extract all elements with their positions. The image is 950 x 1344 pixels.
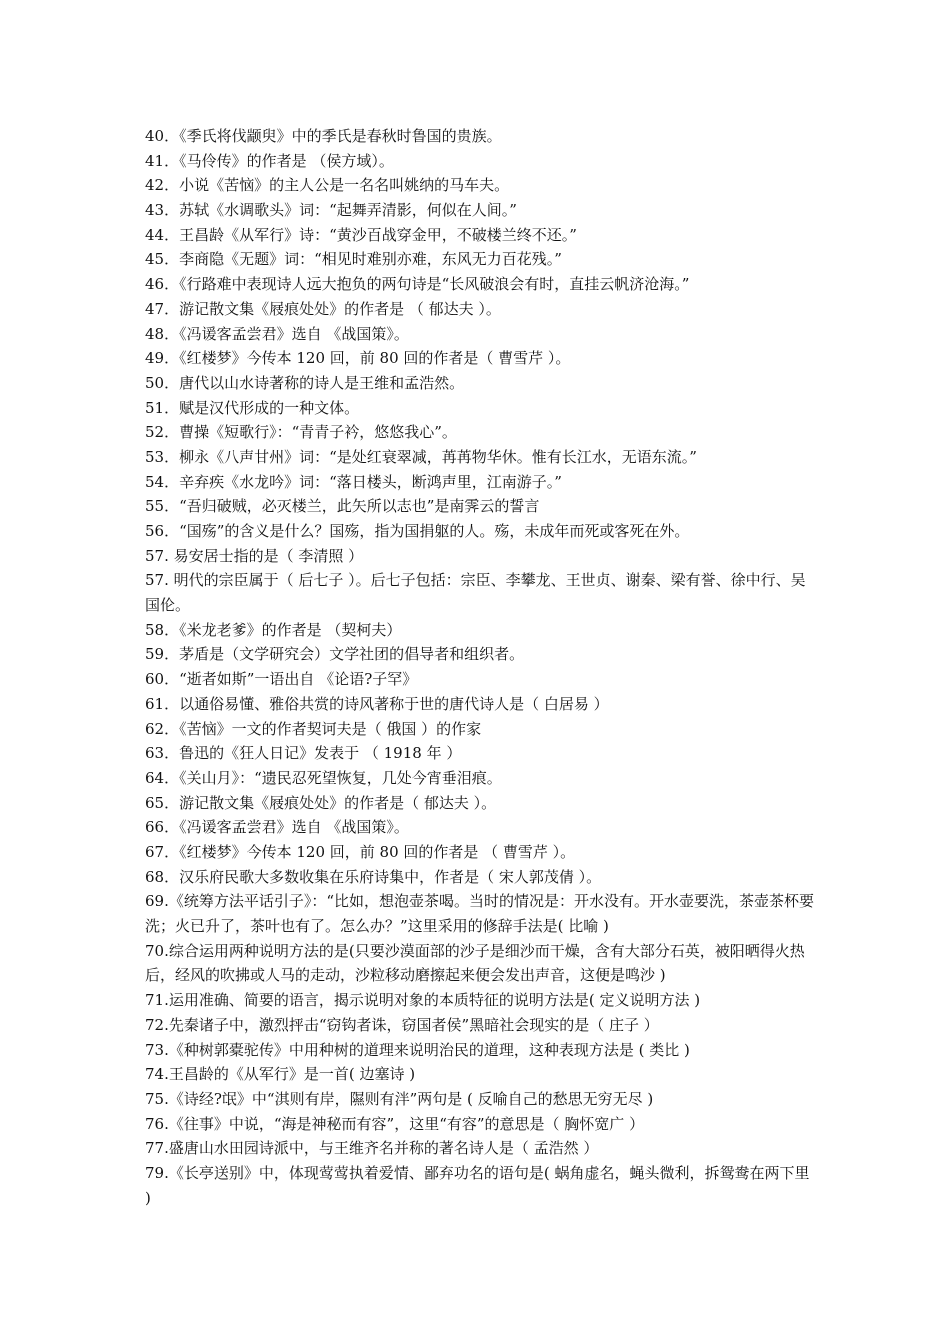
text-line-69: 69.《统筹方法平话引子》：“比如，想泡壶茶喝。当时的情况是：开水没有。开水壶要洗，茶壶茶杯要洗；火已升了，茶叶也有了。怎么办？”这里采用的修辞手法是( 比喻 ) bbox=[145, 892, 815, 936]
text-line-65: 65．游记散文集《屐痕处处》的作者是（ 郁达夫 ）。 bbox=[145, 793, 497, 812]
text-line-41: 41．《马伶传》的作者是 （侯方域）。 bbox=[145, 151, 394, 170]
text-line-54: 54．辛弃疾《水龙吟》词：“落日楼头，断鸿声里，江南游子。” bbox=[145, 472, 562, 491]
text-line-63: 63．鲁迅的《狂人日记》发表于 （ 1918 年 ） bbox=[145, 744, 462, 763]
text-line-62: 62．《苦恼》一文的作者契诃夫是（ 俄国 ）的作家 bbox=[145, 719, 482, 738]
text-line-58: 58．《米龙老爹》的作者是 （契柯夫） bbox=[145, 620, 402, 639]
text-line-40: 40．《季氏将伐颛臾》中的季氏是春秋时鲁国的贵族。 bbox=[145, 127, 502, 145]
text-line-43: 43．苏轼《水调歌头》词：“起舞弄清影，何似在人间。” bbox=[145, 201, 517, 220]
text-line-47: 47．游记散文集《屐痕处处》的作者是 （ 郁达夫 ）。 bbox=[145, 299, 501, 318]
text-line-72: 72.先秦诸子中，激烈抨击“窃钩者诛，窃国者侯”黑暗社会现实的是（ 庄子 ） bbox=[145, 1015, 659, 1034]
text-line-45: 45．李商隐《无题》词：“相见时难别亦难，东风无力百花残。” bbox=[145, 250, 562, 269]
text-line-53: 53．柳永《八声甘州》词：“是处红衰翠减，苒苒物华休。惟有长江水，无语东流。” bbox=[145, 447, 697, 466]
text-line-73: 73.《种树郭橐驼传》中用种树的道理来说明治民的道理，这种表现方法是 ( 类比 ) bbox=[145, 1040, 690, 1059]
text-line-68: 68．汉乐府民歌大多数收集在乐府诗集中，作者是（ 宋人郭茂倩 ）。 bbox=[145, 867, 602, 886]
document-body bbox=[145, 124, 815, 1210]
text-line-74: 74.王昌龄的《从军行》是一首( 边塞诗 ) bbox=[145, 1065, 416, 1084]
text-line-46: 46．《行路难中表现诗人远大抱负的两句诗是“长风破浪会有时，直挂云帆济沧海。” bbox=[145, 275, 690, 294]
text-line-60: 60．“逝者如斯”一语出自 《论语?子罕》 bbox=[145, 670, 418, 689]
text-line-57a: 57. 易安居士指的是（ 李清照 ） bbox=[145, 546, 364, 565]
text-line-76: 76.《往事》中说，“海是神秘而有容”，这里“有容”的意思是（ 胸怀宽广 ） bbox=[145, 1114, 645, 1133]
text-line-48: 48．《冯谖客孟尝君》选自 《战国策》。 bbox=[145, 324, 409, 343]
text-line-50: 50．唐代以山水诗著称的诗人是王维和孟浩然。 bbox=[145, 373, 465, 392]
text-line-64: 64．《关山月》：“遗民忍死望恢复，几处今宵垂泪痕。 bbox=[145, 768, 502, 787]
text-line-59: 59．茅盾是（文学研究会）文学社团的倡导者和组织者。 bbox=[145, 645, 525, 664]
text-line-67: 67．《红楼梦》今传本 120 回，前 80 回的作者是 （ 曹雪芹 ）。 bbox=[145, 842, 576, 861]
text-line-56: 56．“国殇”的含义是什么？国殇，指为国捐躯的人。殇，未成年而死或客死在外。 bbox=[145, 522, 690, 540]
text-line-61: 61．以通俗易懂、雅俗共赏的诗风著称于世的唐代诗人是（ 白居易 ） bbox=[145, 694, 609, 713]
text-line-44: 44．王昌龄《从军行》诗：“黄沙百战穿金甲，不破楼兰终不还。” bbox=[145, 225, 577, 244]
text-line-79: 79.《长亭送别》中，体现莺莺执着爱情、鄙弃功名的语句是( 蜗角虚名，蝇头微利，拆鸳鸯在两下里 ) bbox=[145, 1163, 810, 1207]
text-line-75: 75.《诗经?氓》中“淇则有岸，隰则有泮”两句是 ( 反喻自己的愁思无穷无尽 ) bbox=[145, 1089, 654, 1108]
text-line-66: 66．《冯谖客孟尝君》选自 《战国策》。 bbox=[145, 818, 409, 837]
text-line-55: 55．“吾归破贼，必灭楼兰，此矢所以志也”是南霁云的誓言 bbox=[145, 497, 540, 516]
text-line-71: 71.运用准确、简要的语言，揭示说明对象的本质特征的说明方法是( 定义说明方法 ) bbox=[145, 991, 701, 1010]
text-line-42: 42．小说《苦恼》的主人公是一名名叫姚纳的马车夫。 bbox=[145, 176, 510, 195]
text-line-51: 51．赋是汉代形成的一种文体。 bbox=[145, 398, 360, 417]
text-line-77: 77.盛唐山水田园诗派中，与王维齐名并称的著名诗人是（ 孟浩然 ） bbox=[145, 1139, 599, 1158]
text-line-49: 49．《红楼梦》今传本 120 回，前 80 回的作者是（ 曹雪芹 ）。 bbox=[145, 349, 571, 368]
text-line-57b: 57. 明代的宗臣属于（ 后七子 ）。后七子包括：宗臣、李攀龙、王世贞、谢秦、梁有誉、徐中行、吴国伦。 bbox=[145, 571, 806, 615]
text-line-70: 70.综合运用两种说明方法的是(只要沙漠面部的沙子是细沙而干燥，含有大部分石英，被阳晒得火热后，经风的吹拂或人马的走动，沙粒移动磨擦起来便会发出声音，这便是鸣沙 ) bbox=[145, 941, 805, 985]
text-line-52: 52．曹操《短歌行》：“青青子衿，悠悠我心”。 bbox=[145, 423, 457, 442]
